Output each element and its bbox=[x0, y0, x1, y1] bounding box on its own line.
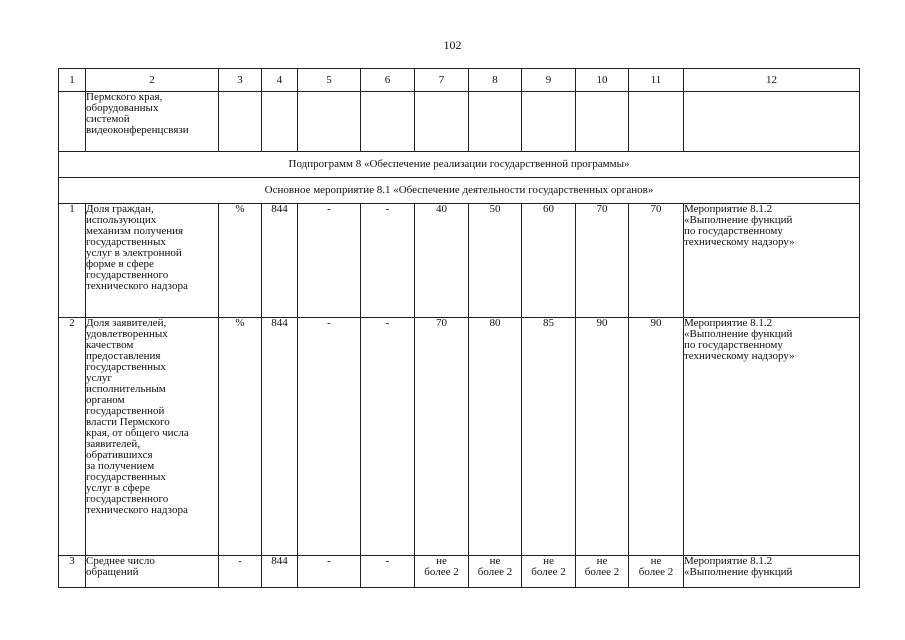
value-col-8: 80 bbox=[469, 318, 522, 556]
indicator-name: Пермского края, оборудованных системой видеоконференцсвязи bbox=[86, 92, 219, 152]
value-col-10: 70 bbox=[576, 204, 629, 318]
value-col-10: не более 2 bbox=[576, 556, 629, 588]
column-header: 7 bbox=[415, 69, 469, 92]
cell-empty bbox=[684, 92, 860, 152]
value-col-5: - bbox=[298, 556, 361, 588]
cell-empty bbox=[469, 92, 522, 152]
value-col-11: 90 bbox=[629, 318, 684, 556]
column-header: 8 bbox=[469, 69, 522, 92]
table-row-continued bbox=[59, 92, 860, 152]
column-header: 1 bbox=[59, 69, 86, 92]
value-col-6: - bbox=[361, 556, 415, 588]
column-header: 9 bbox=[522, 69, 576, 92]
column-number-row bbox=[59, 69, 860, 92]
indicator-name: Доля граждан, использующих механизм получения государственных услуг в электронной форме в сфере государственного технического надзора bbox=[86, 204, 219, 318]
column-header: 12 bbox=[684, 69, 860, 92]
value-col-6: - bbox=[361, 204, 415, 318]
related-activity: Мероприятие 8.1.2 «Выполнение функций bbox=[684, 556, 860, 588]
code: 844 bbox=[262, 556, 298, 588]
value-col-8: 50 bbox=[469, 204, 522, 318]
cell-empty bbox=[576, 92, 629, 152]
value-col-9: не более 2 bbox=[522, 556, 576, 588]
value-col-11: 70 bbox=[629, 204, 684, 318]
value-col-7: 70 bbox=[415, 318, 469, 556]
cell-empty bbox=[361, 92, 415, 152]
unit: - bbox=[219, 556, 262, 588]
main-activity-heading-row bbox=[59, 178, 860, 204]
column-header: 3 bbox=[219, 69, 262, 92]
row-number: 3 bbox=[59, 556, 86, 588]
indicators-table bbox=[58, 68, 860, 588]
column-header: 10 bbox=[576, 69, 629, 92]
indicator-name: Доля заявителей, удовлетворенных качеством предоставления государственных услуг исполнительным органом государственной власти Пермского края, от общего числа заявителей, обратившихся за получением государственных услуг в сфере государственного технического надзора bbox=[86, 318, 219, 556]
cell-empty bbox=[59, 92, 86, 152]
column-header: 2 bbox=[86, 69, 219, 92]
column-header: 4 bbox=[262, 69, 298, 92]
page-number: 102 bbox=[443, 38, 462, 52]
table-row bbox=[59, 318, 860, 556]
code: 844 bbox=[262, 204, 298, 318]
unit: % bbox=[219, 204, 262, 318]
related-activity: Мероприятие 8.1.2 «Выполнение функций по государственному техническому надзору» bbox=[684, 318, 860, 556]
main-activity-heading: Основное мероприятие 8.1 «Обеспечение деятельности государственных органов» bbox=[59, 178, 860, 204]
value-col-11: не более 2 bbox=[629, 556, 684, 588]
cell-empty bbox=[629, 92, 684, 152]
related-activity: Мероприятие 8.1.2 «Выполнение функций по государственному техническому надзору» bbox=[684, 204, 860, 318]
subprogram-heading: Подпрограмм 8 «Обеспечение реализации государственной программы» bbox=[59, 152, 860, 178]
column-header: 11 bbox=[629, 69, 684, 92]
row-number: 2 bbox=[59, 318, 86, 556]
value-col-6: - bbox=[361, 318, 415, 556]
value-col-7: не более 2 bbox=[415, 556, 469, 588]
value-col-7: 40 bbox=[415, 204, 469, 318]
cell-empty bbox=[415, 92, 469, 152]
unit: % bbox=[219, 318, 262, 556]
row-number: 1 bbox=[59, 204, 86, 318]
indicator-name: Среднее число обращений bbox=[86, 556, 219, 588]
value-col-5: - bbox=[298, 204, 361, 318]
table-row bbox=[59, 556, 860, 588]
cell-empty bbox=[298, 92, 361, 152]
value-col-5: - bbox=[298, 318, 361, 556]
code: 844 bbox=[262, 318, 298, 556]
value-col-8: не более 2 bbox=[469, 556, 522, 588]
cell-empty bbox=[219, 92, 262, 152]
cell-empty bbox=[262, 92, 298, 152]
value-col-10: 90 bbox=[576, 318, 629, 556]
subprogram-heading-row bbox=[59, 152, 860, 178]
value-col-9: 60 bbox=[522, 204, 576, 318]
column-header: 5 bbox=[298, 69, 361, 92]
cell-empty bbox=[522, 92, 576, 152]
table-row bbox=[59, 204, 860, 318]
column-header: 6 bbox=[361, 69, 415, 92]
value-col-9: 85 bbox=[522, 318, 576, 556]
